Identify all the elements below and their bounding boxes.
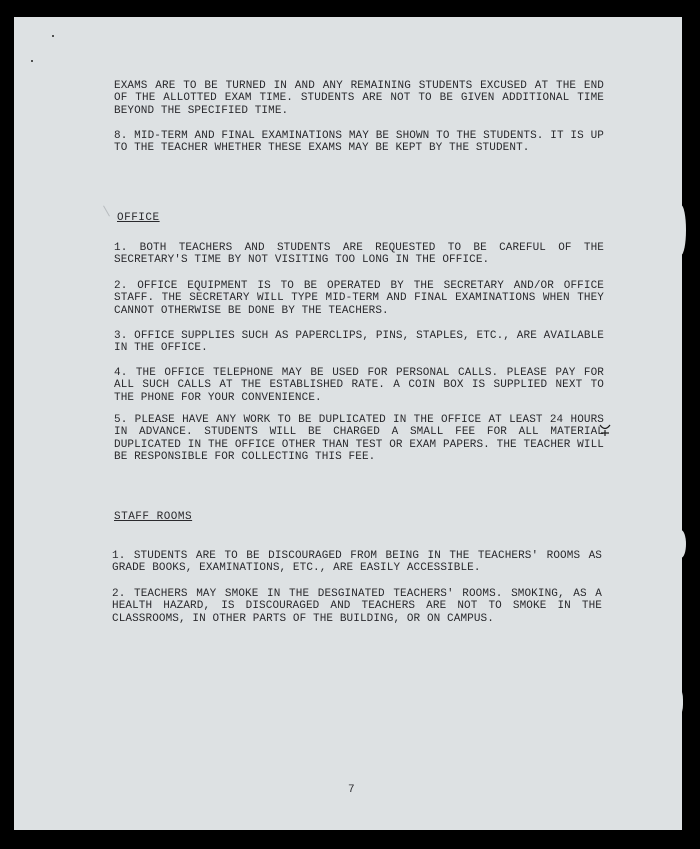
office-item-1: 1. BOTH TEACHERS AND STUDENTS ARE REQUESTED TO BE CAREFUL OF THE SECRETARY'S TIME BY NOT VISITING TOO LONG IN THE OFFICE. <box>114 242 604 267</box>
speck-mark <box>31 60 33 62</box>
paragraph-item-8: 8. MID-TERM AND FINAL EXAMINATIONS MAY BE SHOWN TO THE STUDENTS. IT IS UP TO THE TEACHER WHETHER THESE EXAMS MAY BE KEPT BY THE STUDENT. <box>114 130 604 155</box>
section-heading-office: OFFICE <box>117 212 160 224</box>
handwritten-symbol-icon <box>598 423 612 437</box>
office-item-2: 2. OFFICE EQUIPMENT IS TO BE OPERATED BY THE SECRETARY AND/OR OFFICE STAFF. THE SECRETARY WILL TYPE MID-TERM AND FINAL EXAMINATIONS WHEN THEY CANNOT OTHERWISE BE DONE BY THE TEACHERS. <box>114 280 604 317</box>
page-edge-tab <box>676 530 686 558</box>
office-item-3: 3. OFFICE SUPPLIES SUCH AS PAPERCLIPS, PINS, STAPLES, ETC., ARE AVAILABLE IN THE OFFICE. <box>114 330 604 355</box>
page-edge-tab <box>676 205 686 255</box>
handwritten-margin-mark <box>598 423 612 441</box>
section-heading-staff-rooms: STAFF ROOMS <box>114 511 193 523</box>
staff-rooms-item-2: 2. TEACHERS MAY SMOKE IN THE DESGINATED TEACHERS' ROOMS. SMOKING, AS A HEALTH HAZARD, IS DISCOURAGED AND TEACHERS ARE NOT TO SMOKE IN THE CLASSROOMS, IN OTHER PARTS OF THE BUILDING, OR ON CAMPUS. <box>112 588 602 625</box>
paragraph-exams-continued: EXAMS ARE TO BE TURNED IN AND ANY REMAINING STUDENTS EXCUSED AT THE END OF THE ALLOTTED EXAM TIME. STUDENTS ARE NOT TO BE GIVEN ADDITIONAL TIME BEYOND THE SPECIFIED TIME. <box>114 80 604 117</box>
page-edge-tab <box>676 690 683 714</box>
staff-rooms-item-1: 1. STUDENTS ARE TO BE DISCOURAGED FROM BEING IN THE TEACHERS' ROOMS AS GRADE BOOKS, EXAMINATIONS, ETC., ARE EASILY ACCESSIBLE. <box>112 550 602 575</box>
office-item-4: 4. THE OFFICE TELEPHONE MAY BE USED FOR PERSONAL CALLS. PLEASE PAY FOR ALL SUCH CALLS AT THE ESTABLISHED RATE. A COIN BOX IS SUPPLIED NEXT TO THE PHONE FOR YOUR CONVENIENCE. <box>114 367 604 404</box>
speck-mark <box>52 35 54 37</box>
margin-pencil-line <box>103 206 110 217</box>
office-item-5: 5. PLEASE HAVE ANY WORK TO BE DUPLICATED IN THE OFFICE AT LEAST 24 HOURS IN ADVANCE. STUDENTS WILL BE CHARGED A SMALL FEE FOR ALL MATERIAL DUPLICATED IN THE OFFICE OTHER THAN TEST OR EXAM PAPERS. THE TEACHER WILL BE RESPONSIBLE FOR COLLECTING THIS FEE. <box>114 414 604 464</box>
page-number: 7 <box>348 784 355 796</box>
document-page <box>14 17 682 830</box>
